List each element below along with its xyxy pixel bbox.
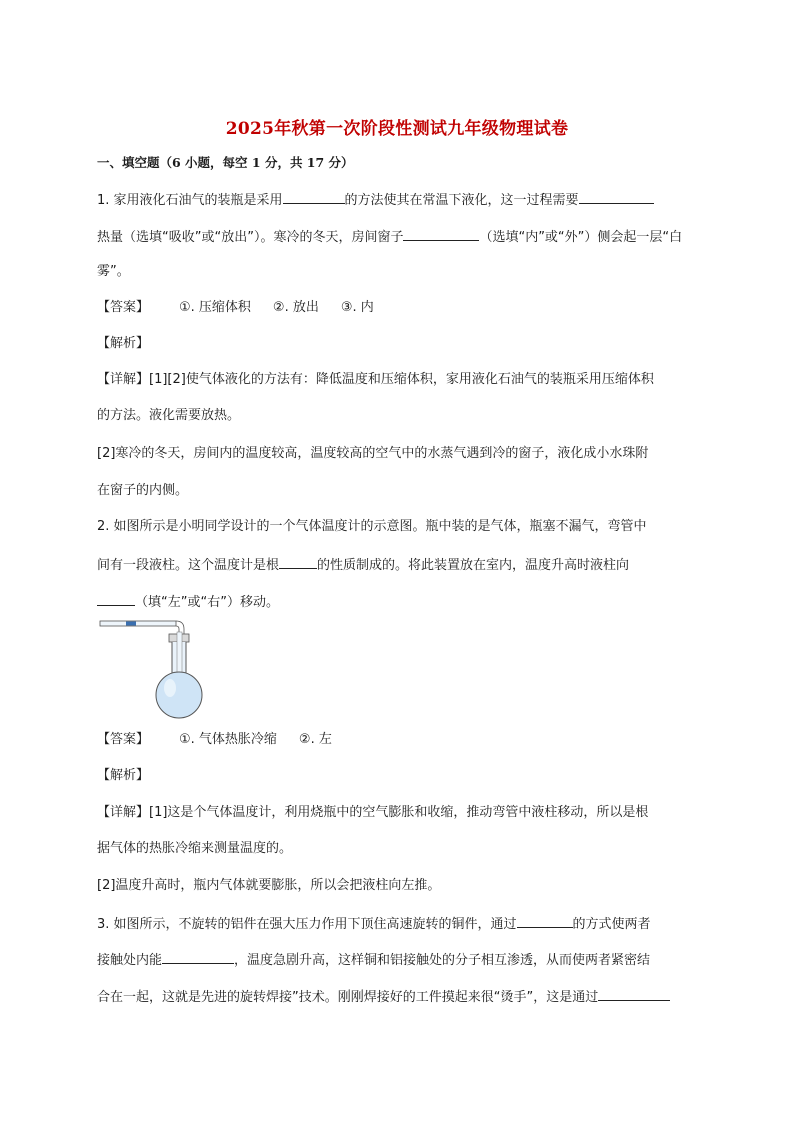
- answer-option: ①. 气体热胀冷缩: [179, 732, 277, 747]
- q2-blank-1: [279, 553, 317, 569]
- q1-line-2: [97, 225, 697, 248]
- q3-blank-3: [598, 985, 670, 1001]
- q2-detail-1: 【详解】[1]这是个气体温度计，利用烧瓶中的空气膨胀和收缩，推动弯管中液柱移动，所以是根: [97, 805, 649, 820]
- answer-option: ②. 左: [298, 732, 332, 747]
- q2-detail-2: 据气体的热胀冷缩来测量温度的。: [97, 841, 293, 856]
- q1-blank-3: [403, 225, 479, 241]
- q1-text: 热量（选填“吸收”或“放出”）。寒冷的冬天，房间窗子: [97, 230, 404, 245]
- q2-line-3: [97, 590, 697, 613]
- answer-option: ③. 内: [340, 300, 374, 315]
- q3-line-2: [97, 948, 697, 971]
- q1-blank-1: [283, 188, 345, 204]
- q3-text: ，温度急剧升高，这样铜和铝接触处的分子相互渗透，从而使两者紧密结: [234, 953, 651, 968]
- q3-line-1: [97, 912, 697, 935]
- q1-blank-2: [579, 188, 654, 204]
- q1-line-3: 雾”。: [97, 264, 130, 279]
- q3-line-3: [97, 985, 697, 1008]
- flask-diagram: [98, 618, 208, 722]
- q1-analysis-label: 【解析】: [97, 336, 150, 351]
- q1-detail-3: [2]寒冷的冬天，房间内的温度较高，温度较高的空气中的水蒸气遇到冷的窗子，液化成小水珠附: [97, 446, 649, 461]
- q2-analysis-label: 【解析】: [97, 768, 150, 783]
- answer-option: ②. 放出: [272, 300, 319, 315]
- q1-detail-1: 【详解】[1][2]使气体液化的方法有：降低温度和压缩体积，家用液化石油气的装瓶采用压缩体积: [97, 372, 654, 387]
- q2-detail-3: [2]温度升高时，瓶内气体就要膨胀，所以会把液柱向左推。: [97, 878, 441, 893]
- gas-thermometer-figure: [98, 618, 208, 722]
- q2-text: （填“左”或“右”）移动。: [135, 595, 279, 610]
- q1-detail-2: 的方法。液化需要放热。: [97, 408, 241, 423]
- q3-text: 合在一起，这就是先进的旋转焊接”技术。刚刚焊接好的工件摸起来很“烫手”，这是通过: [97, 990, 599, 1005]
- answer-option: ①. 压缩体积: [179, 300, 251, 315]
- q2-text: 的性质制成的。将此装置放在室内，温度升高时液柱向: [317, 558, 630, 573]
- page-title: 2025年秋第一次阶段性测试九年级物理试卷: [225, 119, 569, 139]
- q2-blank-2: [97, 590, 135, 606]
- q1-text: 1. 家用液化石油气的装瓶是采用: [97, 193, 283, 208]
- q1-answer: [97, 298, 697, 318]
- q2-answer: [97, 730, 697, 750]
- q3-blank-1: [517, 912, 573, 928]
- q2-line-2: [97, 553, 697, 576]
- section-heading: 一、填空题（6 小题，每空 1 分，共 17 分）: [97, 155, 354, 170]
- q3-text: 3. 如图所示，不旋转的铝件在强大压力作用下顶住高速旋转的铜件，通过: [97, 917, 517, 932]
- q1-line-1: [97, 188, 697, 211]
- q1-text: （选填“内”或“外”）侧会起一层“白: [479, 230, 683, 245]
- q3-text: 接触处内能: [97, 953, 163, 968]
- q1-detail-4: 在窗子的内侧。: [97, 483, 189, 498]
- q2-line-1: 2. 如图所示是小明同学设计的一个气体温度计的示意图。瓶中装的是气体，瓶塞不漏气，弯管中: [97, 519, 647, 534]
- answer-label: 【答案】: [97, 300, 150, 315]
- q3-text: 的方式使两者: [572, 917, 651, 932]
- answer-label: 【答案】: [97, 732, 150, 747]
- q2-text: 间有一段液柱。这个温度计是根: [97, 558, 280, 573]
- q3-blank-2: [162, 948, 234, 964]
- q1-text: 的方法使其在常温下液化，这一过程需要: [344, 193, 579, 208]
